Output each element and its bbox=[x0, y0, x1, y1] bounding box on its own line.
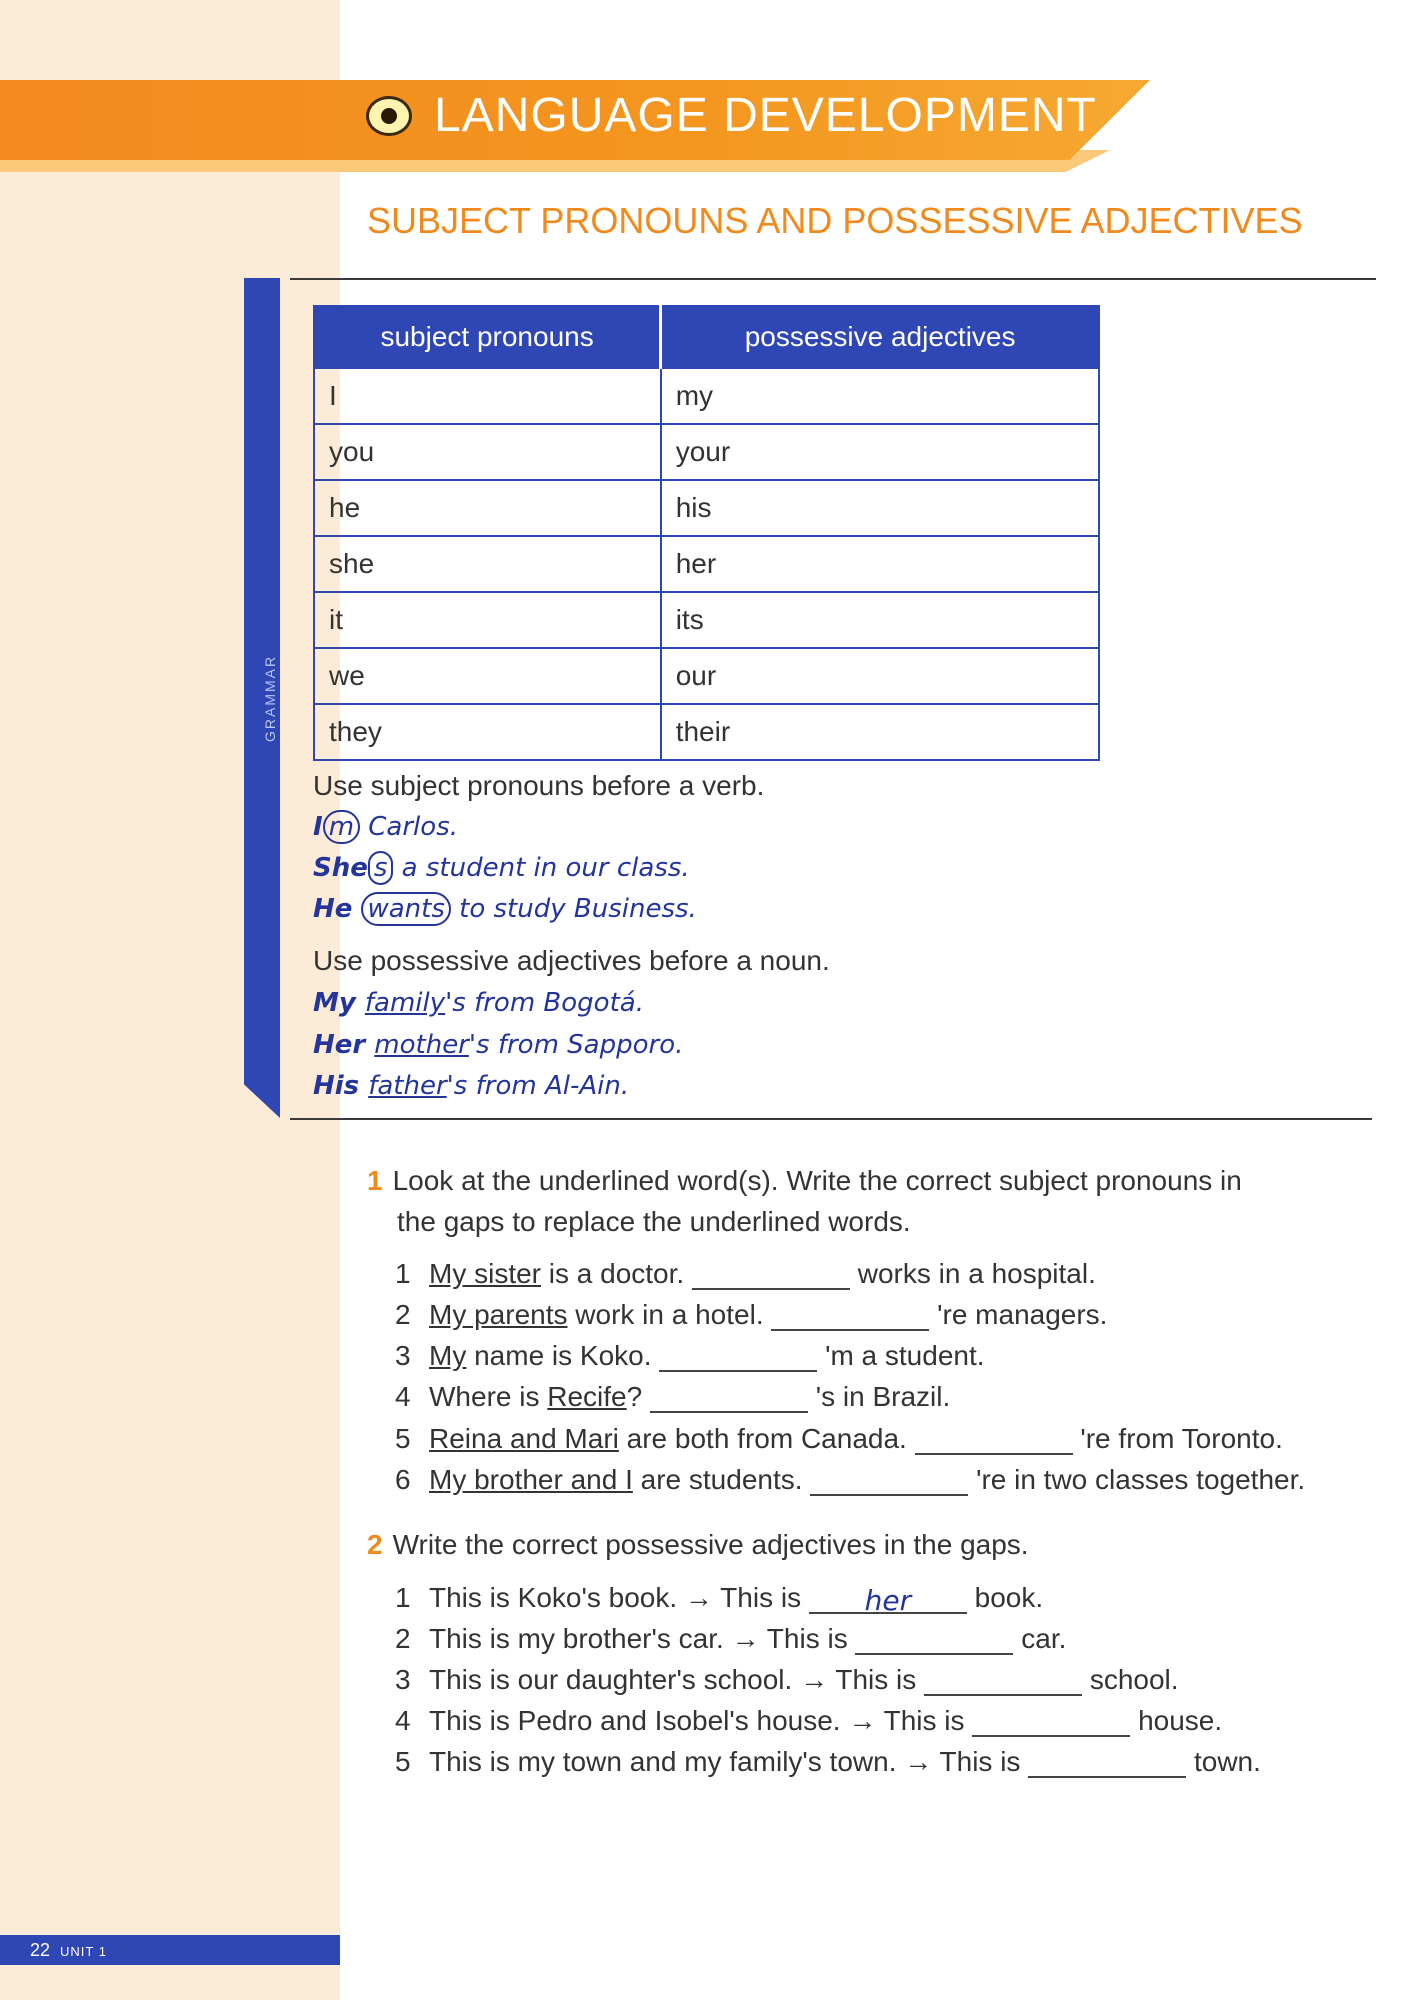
arrow-icon: → bbox=[684, 1582, 713, 1613]
table-cell: she bbox=[314, 536, 661, 592]
example-sentence: My family's from Bogotá. bbox=[313, 988, 644, 1018]
answer-gap[interactable] bbox=[659, 1342, 817, 1372]
answer-gap[interactable] bbox=[771, 1301, 929, 1331]
page-footer bbox=[30, 1940, 107, 1961]
grammar-rule-2: Use possessive adjectives before a noun. bbox=[313, 945, 830, 976]
answer-gap[interactable] bbox=[692, 1260, 850, 1290]
exercise-2-item: 4 This is Pedro and Isobel's house. → This is house. bbox=[395, 1705, 1223, 1736]
table-cell: it bbox=[314, 592, 661, 648]
table-cell: their bbox=[661, 704, 1099, 760]
table-row bbox=[314, 368, 1099, 424]
pronoun-table bbox=[313, 305, 1100, 761]
table-row bbox=[314, 704, 1099, 760]
table-header: possessive adjectives bbox=[661, 306, 1099, 368]
answer-gap[interactable] bbox=[924, 1666, 1082, 1696]
bottom-divider bbox=[290, 1118, 1372, 1120]
exercise-1-item: 3 My name is Koko. 'm a student. bbox=[395, 1340, 985, 1371]
table-cell: his bbox=[661, 480, 1099, 536]
page-margin-strip bbox=[0, 0, 340, 2000]
table-cell: my bbox=[661, 368, 1099, 424]
answer-gap[interactable] bbox=[810, 1466, 968, 1496]
table-row bbox=[314, 592, 1099, 648]
arrow-icon: → bbox=[904, 1746, 933, 1777]
arrow-icon: → bbox=[800, 1664, 829, 1695]
example-sentence: I m Carlos. bbox=[313, 812, 458, 842]
example-sentence: She s a student in our class. bbox=[313, 853, 690, 883]
table-row bbox=[314, 536, 1099, 592]
exercise-1-item: 6 My brother and I are students. 're in two classes together. bbox=[395, 1464, 1306, 1495]
exercise-1-item: 4 Where is Recife? 's in Brazil. bbox=[395, 1381, 951, 1412]
table-cell: her bbox=[661, 536, 1099, 592]
table-cell: our bbox=[661, 648, 1099, 704]
grammar-rule-1: Use subject pronouns before a verb. bbox=[313, 770, 765, 801]
table-row bbox=[314, 480, 1099, 536]
page-number: 22 bbox=[30, 1940, 51, 1960]
eye-icon bbox=[366, 96, 412, 136]
exercise-1-instruction: 1 Look at the underlined word(s). Write the correct subject pronouns in bbox=[367, 1165, 1242, 1196]
table-cell: you bbox=[314, 424, 661, 480]
table-row bbox=[314, 648, 1099, 704]
table-cell: I bbox=[314, 368, 661, 424]
answer-gap[interactable] bbox=[1028, 1748, 1186, 1778]
banner-title: LANGUAGE DEVELOPMENT bbox=[434, 89, 1097, 142]
table-cell: your bbox=[661, 424, 1099, 480]
answer-gap[interactable] bbox=[855, 1625, 1013, 1655]
answer-gap[interactable]: her bbox=[809, 1584, 967, 1614]
exercise-1-item: 1 My sister is a doctor. works in a hospital. bbox=[395, 1258, 1096, 1289]
table-cell: its bbox=[661, 592, 1099, 648]
exercise-2-item: 5 This is my town and my family's town. → This is town. bbox=[395, 1746, 1261, 1777]
answer-gap[interactable] bbox=[650, 1383, 808, 1413]
example-sentence: His father's from Al-Ain. bbox=[313, 1071, 630, 1101]
table-row bbox=[314, 424, 1099, 480]
example-sentence: He wants to study Business. bbox=[313, 894, 697, 924]
answer-gap[interactable] bbox=[972, 1707, 1130, 1737]
example-sentence: Her mother's from Sapporo. bbox=[313, 1030, 684, 1060]
exercise-1-item: 2 My parents work in a hotel. 're managers. bbox=[395, 1299, 1108, 1330]
exercise-2-item: 2 This is my brother's car. → This is car. bbox=[395, 1623, 1067, 1654]
top-divider bbox=[290, 278, 1376, 280]
answer-gap[interactable] bbox=[915, 1425, 1073, 1455]
arrow-icon: → bbox=[848, 1705, 877, 1736]
exercise-2-instruction: 2 Write the correct possessive adjectives in the gaps. bbox=[367, 1529, 1029, 1560]
table-cell: he bbox=[314, 480, 661, 536]
unit-label: UNIT 1 bbox=[60, 1944, 107, 1959]
exercise-2-item: 1 This is Koko's book. → This is her book. bbox=[395, 1582, 1044, 1617]
grammar-label bbox=[262, 714, 278, 742]
exercise-1-item: 5 Reina and Mari are both from Canada. 're from Toronto. bbox=[395, 1423, 1283, 1454]
table-cell: we bbox=[314, 648, 661, 704]
exercise-1-instruction-cont: the gaps to replace the underlined words. bbox=[397, 1206, 911, 1237]
exercise-2-item: 3 This is our daughter's school. → This is school. bbox=[395, 1664, 1179, 1695]
section-title: SUBJECT PRONOUNS AND POSSESSIVE ADJECTIVES bbox=[367, 200, 1303, 241]
table-cell: they bbox=[314, 704, 661, 760]
arrow-icon: → bbox=[731, 1623, 760, 1654]
table-header: subject pronouns bbox=[314, 306, 661, 368]
